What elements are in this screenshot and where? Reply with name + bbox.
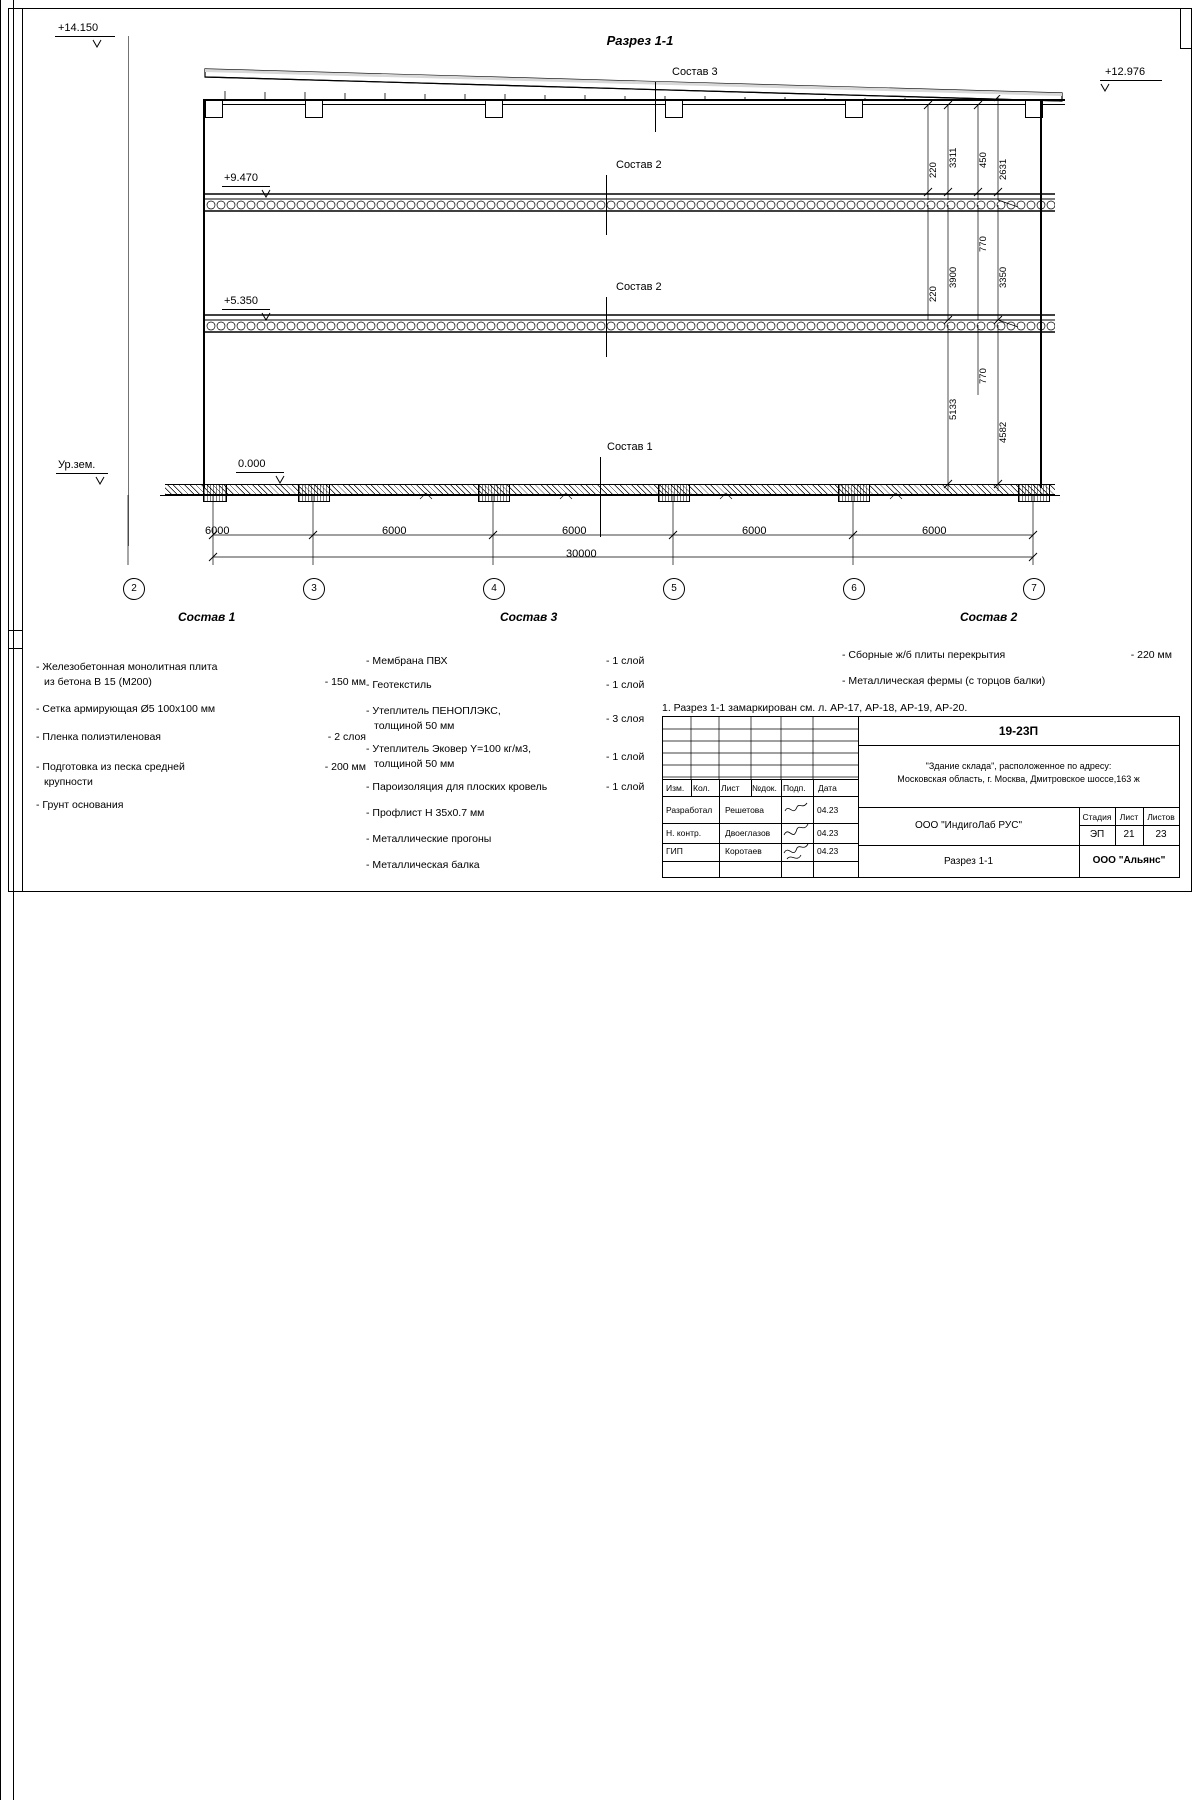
spec3-item2-value: - 1 слой [606,679,645,691]
spec3-item4-label2: толщиной 50 мм [374,758,455,770]
rev-hdr-v1 [691,780,692,796]
stage-value-list: 21 [1123,829,1135,840]
elevation-14150-arrow [92,36,102,46]
stage-value-stadia: ЭП [1089,829,1105,840]
rev-hdr-v5 [813,780,814,796]
stamp-main-divider [858,717,859,877]
elevation-14150-line [55,36,115,37]
outer-wall-left [203,100,205,488]
stage-header-stadia: Стадия [1082,812,1112,822]
column-head-6 [845,100,863,118]
sheet-right-tab-bottom [1180,48,1192,49]
sig-v1 [719,795,720,877]
column-head-5 [665,100,683,118]
dim-5133: 5133 [948,398,959,420]
stage-value-listov: 23 [1155,829,1167,840]
sheet-title: Разрез 1-1 [943,856,994,867]
spec-heading-sostav2: Состав 2 [960,610,1018,624]
dim-770-b: 770 [978,368,989,384]
stage-header-divider [1079,825,1179,826]
column-head-3 [305,100,323,118]
axis-bubble-4: 4 [483,578,505,600]
spec3-item3-value: - 3 слоя [606,713,645,725]
axis-bubble-7: 7 [1023,578,1045,600]
bay-dim-1: 6000 [205,525,230,537]
spec3-item3-label: - Утеплитель ПЕНОПЛЭКС, [366,705,501,717]
dim-220-a: 220 [928,162,939,178]
spec3-item3-label2: толщиной 50 мм [374,720,455,732]
ground-level-label: Ур.зем. [58,459,96,471]
stamp-object-divider [858,807,1179,808]
rev-hdr-v4 [781,780,782,796]
dim-2631: 2631 [998,158,1009,180]
dim-3900: 3900 [948,266,959,288]
elevation-14150-label: +14.150 [58,22,99,34]
elevation-0000-label: 0.000 [238,458,266,470]
column-axis-2 [0,0,14,388]
spec2-item1-label: - Сборные ж/б плиты перекрытия [842,649,1006,661]
signature-marks [781,795,813,877]
bay-dim-5: 6000 [922,525,947,537]
sig-name-3: Коротаев [725,846,762,856]
design-company: ООО "ИндигоЛаб РУС" [915,820,1022,831]
sheet-border-bottom [8,891,1192,892]
elevation-12976-label: +12.976 [1105,66,1146,78]
sheet-border-right [1191,8,1192,892]
sig-date-1: 04.23 [817,805,839,815]
bay-dim-4: 6000 [742,525,767,537]
spec1-item3-value: - 2 слоя [327,731,366,743]
bay-dim-3: 6000 [562,525,587,537]
column-axis-3 [0,388,14,776]
rev-hdr-v2 [719,780,720,796]
sig-row3-bottom [663,861,858,862]
rev-col-podp: Подп. [783,783,806,793]
spec-heading-sostav3: Состав 3 [500,610,558,624]
total-dim: 30000 [566,548,597,560]
axis-bubble-3: 3 [303,578,325,600]
section-title: Разрез 1-1 [606,33,674,48]
rev-col-izm: Изм. [666,783,685,793]
spec1-item3-label: - Пленка полиэтиленовая [36,731,161,743]
general-note: 1. Разрез 1-1 замаркирован см. л. АР-17, АР-18, АР-19, АР-20. [662,702,968,714]
sig-date-2: 04.23 [817,828,839,838]
leader-sostav2-upper [606,175,607,235]
spec3-item7-label: - Металлические прогоны [366,833,492,845]
sheet-border-left [8,8,9,892]
rev-col-kol: Кол. [693,783,710,793]
stamp-company-divider [858,845,1179,846]
spec-list-sostav2 [842,648,1172,700]
elevation-5350-label: +5.350 [224,295,258,307]
spec-list-sostav3 [366,654,656,884]
spec1-item5-label: - Грунт основания [36,799,124,811]
sig-role-3: ГИП [666,846,683,856]
label-sostav2-upper: Состав 2 [616,159,662,171]
sig-v3 [813,795,814,877]
spec3-item1-value: - 1 слой [606,655,645,667]
spec3-item8-label: - Металлическая балка [366,859,480,871]
spec3-item2-label: - Геотекстиль [366,679,432,691]
elevation-0000-arrow [275,472,285,482]
sheet-right-tab [1180,8,1181,48]
spec1-item4-value: - 200 мм [324,761,366,773]
column-axis-4 [0,776,14,1164]
spec2-item2-label: - Металлическая фермы (с торцов балки) [842,675,1046,687]
spec1-item4-label2: крупности [44,776,93,788]
sheet-border-top [8,8,1192,9]
spec3-item5-label: - Пароизоляция для плоских кровель [366,781,548,793]
column-head-2 [205,100,223,118]
column-head-4 [485,100,503,118]
ground-level-arrow [95,473,105,483]
sig-role-2: Н. контр. [666,828,702,838]
spec3-item5-value: - 1 слой [606,781,645,793]
dim-770-a: 770 [978,236,989,252]
title-block [662,716,1180,878]
dim-450: 450 [978,152,989,168]
bay-dim-2: 6000 [382,525,407,537]
spec1-item1-label2: из бетона В 15 (М200) [44,676,152,688]
elevation-14150-leader [128,36,129,546]
object-line2: Московская область, г. Москва, Дмитровское шоссе,163 ж [897,774,1140,784]
column-axis-5 [0,1164,14,1552]
sig-row2-bottom [663,843,858,844]
signature-rows [663,795,858,877]
stage-header-list: Лист [1119,812,1139,822]
spec3-item4-value: - 1 слой [606,751,645,763]
dim-3350: 3350 [998,266,1009,288]
spec3-item4-label: - Утеплитель Эковер Y=100 кг/м3, [366,743,532,755]
label-sostav2-lower: Состав 2 [616,281,662,293]
object-line1: "Здание склада", расположенное по адресу: [925,761,1112,771]
leader-sostav3-roof [655,82,656,132]
project-code: 19-23П [998,724,1039,738]
sheet-margin-mark-a [8,630,22,631]
sheet-margin-mark-b [8,648,22,649]
spec1-item1-value: - 150 мм [324,676,366,688]
column-axis-6 [0,1552,14,1800]
sig-row1-bottom [663,823,858,824]
rev-col-data: Дата [818,783,837,793]
sig-name-2: Двоеглазов [725,828,771,838]
sig-name-1: Решетова [725,805,764,815]
dim-3311: 3311 [948,147,959,168]
axis-bubble-5: 5 [663,578,685,600]
spec1-item1-label: - Железобетонная монолитная плита [36,661,218,673]
organization: ООО "Альянс" [1092,855,1166,866]
elevation-9470-label: +9.470 [224,172,258,184]
stamp-code-divider [858,745,1179,746]
sheet-border-left-inner [22,8,23,892]
axis-bubble-6: 6 [843,578,865,600]
spec-heading-sostav1: Состав 1 [178,610,236,624]
rev-col-list: Лист [721,783,740,793]
rev-hdr-v3 [751,780,752,796]
spec-list-sostav1 [36,660,366,822]
dim-220-b: 220 [928,286,939,302]
revision-grid [663,717,858,779]
label-sostav3-roof: Состав 3 [672,66,718,78]
label-sostav1-floor: Состав 1 [607,441,653,453]
rev-col-ndok: №док. [752,783,777,793]
spec2-item1-value: - 220 мм [1130,649,1172,661]
elevation-5350-arrow [261,309,271,319]
spec1-item4-label: - Подготовка из песка средней [36,761,185,773]
leader-sostav2-lower [606,297,607,357]
sig-role-1: Разработал [666,805,713,815]
dim-4582: 4582 [998,421,1009,443]
elevation-9470-arrow [261,186,271,196]
spec1-item2-label: - Сетка армирующая Ø5 100x100 мм [36,703,216,715]
axis-bubble-2: 2 [123,578,145,600]
sig-date-3: 04.23 [817,846,839,856]
spec3-item1-label: - Мембрана ПВХ [366,655,448,667]
elevation-12976-arrow [1100,80,1110,90]
stage-header-listov: Листов [1147,812,1175,822]
spec3-item6-label: - Профлист Н 35х0.7 мм [366,807,485,819]
